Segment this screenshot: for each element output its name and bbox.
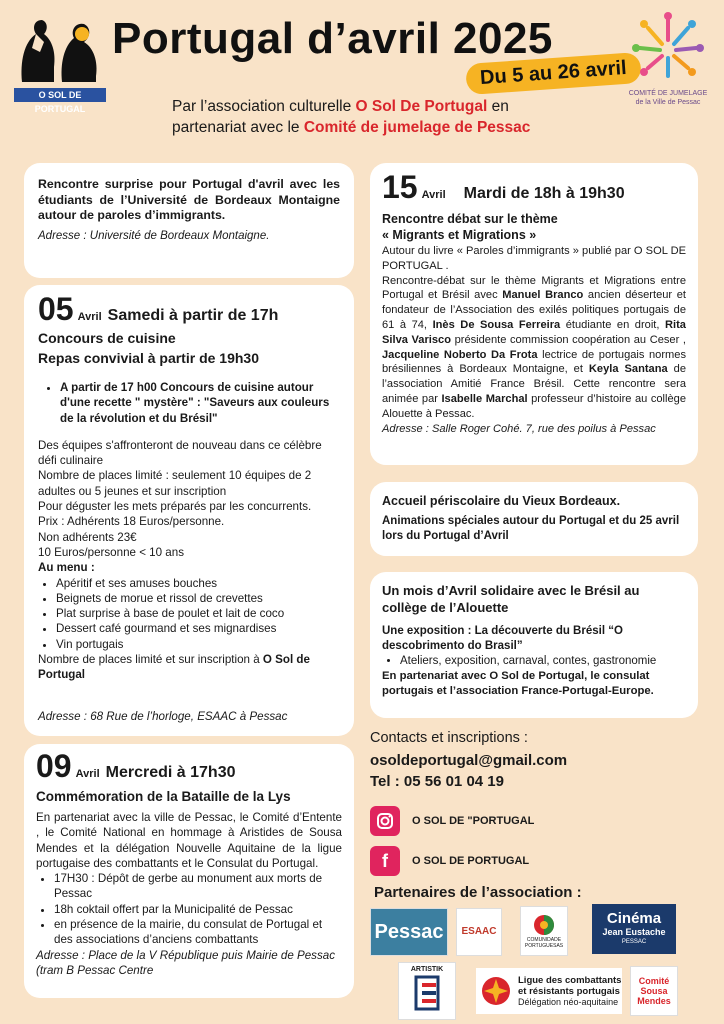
menu-item: • Plat surprise à base de poulet et lait de coco: [56, 606, 340, 621]
event-15-address: Adresse : Salle Roger Cohé. 7, rue des poilus à Pessac: [382, 422, 656, 435]
partner-ligue-line2: et résistants portugais: [518, 985, 620, 997]
event-15-p2b: Manuel Branco: [502, 289, 584, 302]
event-15-p2f: Rita Silva Varisco: [382, 318, 686, 346]
partner-logo-comunidade: [520, 906, 568, 956]
partner-ligue-line1: Ligue des combattants: [518, 974, 622, 986]
event-15-title1: Rencontre débat sur le thème: [382, 212, 558, 226]
event-bresil-bullet: • Ateliers, exposition, carnaval, contes, gastronomie: [400, 654, 686, 669]
event-05-bullet-list: [42, 380, 340, 426]
facebook-link[interactable]: [370, 846, 529, 876]
event-05-p7-bold: O Sol de Portugal: [38, 653, 310, 682]
event-15-p2: [382, 274, 686, 422]
ligue-icon: [480, 975, 512, 1007]
intro-partner: Comité de jumelage de Pessac: [303, 119, 531, 136]
event-15-p2i: lectrice de portugais normes brésiliennes à Bordeaux Montaigne, et: [382, 348, 687, 376]
event-05-p7: Nombre de places limité et sur inscription à: [38, 653, 263, 667]
event-15-month: Avril: [421, 189, 446, 201]
event-15-p2l: Isabelle Marchal: [441, 392, 528, 405]
facebook-label: O SOL DE PORTUGAL: [412, 855, 530, 867]
event-bresil-title: Un mois d’Avril solidaire avec le Brésil au collège de l’Alouette: [382, 583, 640, 615]
event-05-body: [38, 438, 340, 683]
event-surprise-address: Adresse : Université de Bordeaux Montaigne.: [38, 229, 270, 242]
event-05-p1: Des équipes s'affronteront de nouveau dans ce célèbre défi culinaire: [38, 438, 322, 468]
comite-jumelage-logo: [618, 10, 718, 110]
event-05-day: 05: [38, 291, 74, 327]
event-09-bullet: • 18h coktail offert par la Municipalité de Pessac: [54, 902, 342, 917]
logo-left-label: O SOL DE PORTUGAL: [14, 88, 106, 102]
partner-comite-line1: Comité: [638, 976, 670, 986]
event-15-p2d: Inès De Sousa Ferreira: [432, 318, 561, 331]
event-09-address: Adresse : Place de la V République puis Mairie de Pessac (tram B Pessac Centre: [36, 948, 336, 977]
event-surprise-title: Rencontre surprise pour Portugal d'avril avec les étudiants de l’Université de Bordeaux Montaigne autour de paroles d’immigrants.: [38, 177, 340, 222]
event-09-day: 09: [36, 748, 72, 784]
artistik-icon: [412, 975, 442, 1011]
intro-org: O Sol De Portugal: [355, 98, 488, 115]
contact-email[interactable]: osoldeportugal@gmail.com: [370, 752, 568, 769]
contacts-title: Contacts et inscriptions :: [370, 730, 528, 746]
partner-logo-artistik: [398, 962, 456, 1020]
event-15-p2g: présidente commission coopération au Ceser ,: [450, 333, 686, 346]
partner-pessac-label: Pessac: [374, 921, 444, 943]
event-09-bullet: • en présence de la mairie, du consulat de Portugal et des associations d’anciens combattants: [54, 917, 342, 948]
event-05-p3: Pour déguster les mets préparés par les concurrents.: [38, 500, 312, 514]
date-range-badge: Du 5 au 26 avril: [465, 52, 641, 95]
menu-item: • Vin portugais: [56, 637, 340, 652]
facebook-icon: f: [370, 846, 400, 876]
event-15-body: [382, 244, 686, 436]
page-title: Portugal d’avril 2025: [112, 14, 553, 63]
event-card-05: [24, 285, 354, 736]
partner-cinema-line2: Jean Eustache: [602, 927, 666, 937]
event-05-when: Samedi à partir de 17h: [107, 307, 279, 324]
partner-comite-line2: Sousa: [640, 986, 668, 996]
partner-logo-esaac: [456, 908, 502, 956]
partner-logo-cinema: [592, 904, 676, 954]
partner-artistik-label: ARTISTIK: [410, 966, 444, 973]
logo-right-line1: COMITÉ DE JUMELAGE: [628, 90, 708, 97]
event-09-title: Commémoration de la Bataille de la Lys: [36, 789, 291, 804]
logo-right-line2: de la Ville de Pessac: [635, 99, 701, 106]
partner-esaac-label: ESAAC: [461, 926, 497, 937]
ligue-text: [518, 975, 621, 1008]
event-15-p2a: Rencontre-débat sur le thème Migrants et Migrations entre Portugal et Brésil avec: [382, 274, 686, 302]
event-15-p2m: professeur d’histoire au collège Alouette à Pessac.: [382, 392, 687, 420]
partner-cinema-line1: Cinéma: [606, 910, 662, 927]
intro-part2: en partenariat avec le: [172, 98, 509, 136]
instagram-link[interactable]: [370, 806, 534, 836]
event-periscolaire-title: Accueil périscolaire du Vieux Bordeaux.: [382, 494, 621, 508]
event-15-p2k: de l’association Amitié France Brésil. Cette rencontre sera animée par: [382, 363, 686, 405]
event-card-surprise: [24, 163, 354, 278]
event-09-bullet: • 17H30 : Dépôt de gerbe au monument aux morts de Pessac: [54, 871, 342, 902]
event-09-month: Avril: [75, 768, 100, 780]
comunidade-icon: [532, 913, 556, 937]
intro-part1: Par l’association culturelle: [172, 98, 356, 115]
event-09-p1: En partenariat avec la ville de Pessac, le Comité d’Entente , le Comité National en hommage à Aristides de Sousa Mendes et la délégation Nouvelle Aquitaine de la ligue portugaise des combattants et le Consulat du Portugal.: [36, 811, 342, 870]
event-card-periscolaire: [370, 482, 698, 556]
partner-logo-ligue: [476, 968, 622, 1014]
partners-title: Partenaires de l’association :: [374, 884, 582, 901]
menu-item: • Dessert café gourmand et ses mignardises: [56, 621, 340, 636]
partner-logo-comite-sousa-mendes: [630, 966, 678, 1016]
partner-comite-line3: Mendes: [637, 996, 671, 1006]
partner-ligue-line3: Délégation néo-aquitaine: [518, 996, 619, 1007]
event-05-address: Adresse : 68 Rue de l’horloge, ESAAC à Pessac: [38, 709, 288, 723]
event-15-p2e: étudiante en droit,: [560, 318, 666, 331]
instagram-label: O SOL DE "PORTUGAL: [412, 815, 535, 827]
event-09-when: Mercredi à 17h30: [105, 764, 236, 781]
event-05-p5: Non adhérents 23€: [38, 530, 137, 544]
event-15-when: Mardi de 18h à 19h30: [463, 185, 625, 202]
event-09-bullet-list: [36, 871, 342, 947]
intro-text: [172, 96, 572, 138]
event-15-p2j: Keyla Santana: [588, 363, 668, 376]
event-05-month: Avril: [77, 311, 102, 323]
instagram-icon: [370, 806, 400, 836]
event-05-p6: 10 Euros/personne < 10 ans: [38, 545, 184, 559]
event-15-title2: « Migrants et Migrations »: [382, 228, 537, 242]
menu-item: • Apéritif et ses amuses bouches: [56, 576, 340, 591]
event-05-title1: Concours de cuisine: [38, 330, 176, 346]
event-05-menu-list: [38, 576, 340, 652]
partner-cinema-line3: PESSAC: [621, 939, 647, 945]
event-15-p2h: Jacqueline Noberto Da Frota: [382, 348, 538, 361]
o-sol-de-portugal-logo: [14, 12, 106, 114]
event-15-p2c: ancien déserteur et fondateur de l’Association des exilés politiques portugais de 61 à 74,: [382, 289, 686, 331]
event-periscolaire-text: Animations spéciales autour du Portugal et du 25 avril lors du Portugal d’Avril: [382, 515, 680, 542]
event-05-p2: Nombre de places limité : seulement 10 équipes de 2 adultes ou 5 jeunes et sur inscription: [38, 469, 312, 498]
event-05-title2: Repas convivial à partir de 19h30: [38, 350, 259, 366]
menu-item: • Beignets de morue et rissol de crevettes: [56, 591, 340, 606]
event-card-09: [24, 744, 354, 998]
event-bresil-bullet-list: [382, 654, 686, 669]
partner-comunidade-label: COMUNIDADE PORTUGUESAS: [524, 937, 564, 949]
event-bresil-partners: En partenariat avec O Sol de Portugal, le consulat portugais et l’association France-Portugal-Europe.: [382, 670, 654, 697]
event-05-menu-label: Au menu :: [38, 561, 95, 575]
event-05-bullet: • A partir de 17 h00 Concours de cuisine autour d'une recette " mystère" : "Saveurs aux couleurs de la révolution et du Brésil": [60, 380, 340, 426]
event-15-p1: Autour du livre « Paroles d’immigrants » publié par O SOL DE PORTUGAL .: [382, 245, 686, 272]
event-bresil-expo: Une exposition : La découverte du Brésil “O descobrimento do Brasil”: [382, 625, 623, 652]
contact-phone[interactable]: Tel : 05 56 01 04 19: [370, 773, 504, 790]
event-05-p4: Prix : Adhérents 18 Euros/personne.: [38, 515, 225, 529]
event-card-15: [370, 163, 698, 465]
event-card-bresil: [370, 572, 698, 718]
event-15-day: 15: [382, 169, 418, 205]
partner-logo-pessac: [370, 908, 448, 956]
